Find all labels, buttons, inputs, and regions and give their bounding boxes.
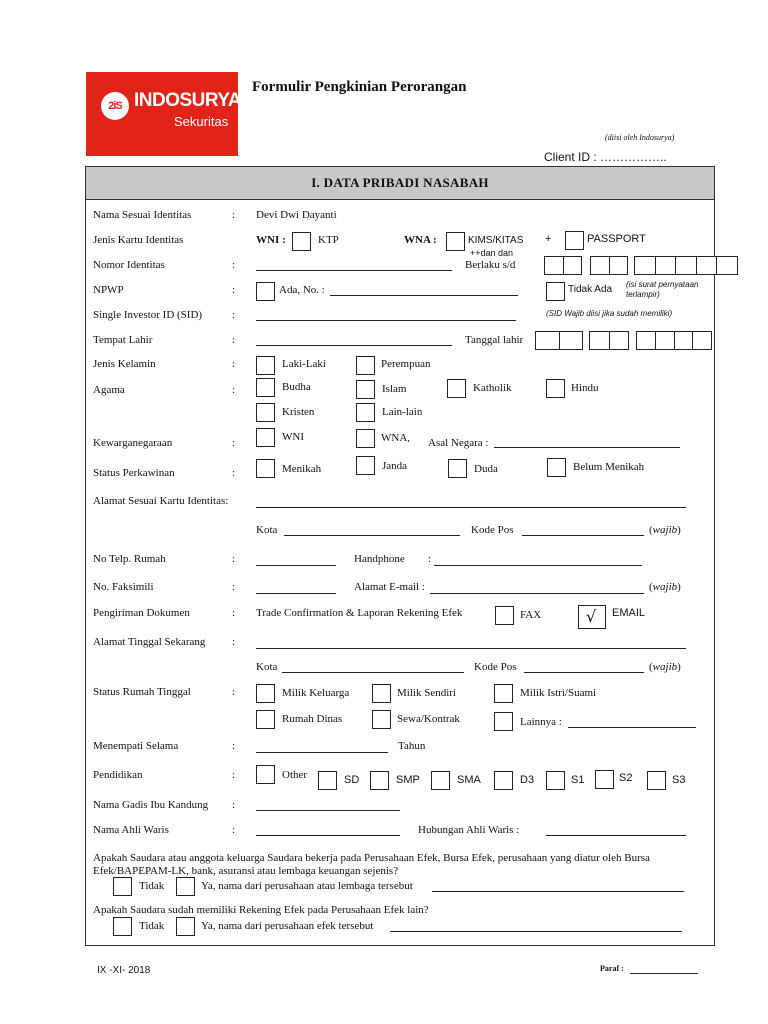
s3-label: S3 [672, 774, 686, 786]
alamat-tinggal-input[interactable] [256, 648, 686, 649]
company-logo [86, 72, 242, 156]
fax-label: FAX [520, 609, 542, 621]
agama-label: Agama [93, 384, 125, 396]
other-checkbox[interactable] [256, 765, 275, 784]
plus-sign: + [545, 233, 552, 245]
colon: : [428, 553, 432, 565]
alamat-identitas-input[interactable] [256, 507, 686, 508]
colon: : [232, 284, 236, 296]
lainnya-label: Lainnya : [520, 716, 562, 728]
wni-checkbox[interactable] [256, 428, 275, 447]
lahir-day-cells[interactable] [535, 331, 583, 350]
colon: : [232, 467, 236, 479]
kota-input[interactable] [284, 535, 460, 536]
paraf-label: Paraf : [600, 964, 624, 973]
npwp-number-input[interactable] [330, 295, 518, 296]
lain-lain-label: Lain-lain [382, 406, 423, 418]
nomor-identitas-input[interactable] [256, 270, 452, 271]
logo-name: INDOSURYA [134, 90, 242, 111]
telp-rumah-input[interactable] [256, 565, 336, 566]
tahun-label: Tahun [398, 740, 426, 752]
kode-pos-label: Kode Pos [474, 661, 517, 673]
telp-rumah-label: No Telp. Rumah [93, 553, 166, 565]
wajib-text: wajib [652, 581, 678, 593]
passport-checkbox[interactable] [565, 231, 584, 250]
budha-checkbox[interactable] [256, 378, 275, 397]
npwp-tidak-ada-checkbox[interactable] [546, 282, 565, 301]
perempuan-checkbox[interactable] [356, 356, 375, 375]
kims-checkbox[interactable] [446, 232, 465, 251]
katholik-label: Katholik [473, 382, 512, 394]
kims-label: KIMS/KITAS [468, 235, 524, 246]
wna-checkbox[interactable] [356, 429, 375, 448]
wajib-note: (wajib) [649, 581, 681, 593]
nomor-identitas-label: Nomor Identitas [93, 259, 165, 271]
kristen-label: Kristen [282, 406, 315, 418]
wajib-text: wajib [652, 524, 678, 536]
colon: : [232, 581, 236, 593]
tempat-lahir-input[interactable] [256, 345, 452, 346]
colon: : [232, 824, 236, 836]
kristen-checkbox[interactable] [256, 403, 275, 422]
checkmark-icon: √ [586, 607, 597, 626]
colon: : [232, 384, 236, 396]
email-option-label: EMAIL [612, 607, 646, 619]
menempati-input[interactable] [256, 752, 388, 753]
logo-subtitle: Sekuritas [174, 114, 229, 129]
section-title: I. DATA PRIBADI NASABAH [311, 175, 489, 190]
milik-istri-checkbox[interactable] [494, 684, 513, 703]
q1-ya-checkbox[interactable] [176, 877, 195, 896]
ktp-label: KTP [318, 234, 339, 246]
wajib-note: (wajib) [649, 661, 681, 673]
milik-istri-label: Milik Istri/Suami [520, 687, 597, 699]
fax-checkbox[interactable] [495, 606, 514, 625]
tanggal-lahir-label: Tanggal lahir [465, 334, 524, 346]
dan-dan-note: ++dan dan [470, 248, 514, 258]
s1-checkbox[interactable] [546, 771, 565, 790]
nama-value[interactable]: Devi Dwi Dayanti [256, 209, 337, 221]
client-id: Client ID : …………….. [544, 150, 667, 164]
berlaku-year-cells[interactable] [634, 256, 738, 275]
sewa-checkbox[interactable] [372, 710, 391, 729]
rumah-dinas-label: Rumah Dinas [282, 713, 343, 725]
s3-checkbox[interactable] [647, 771, 666, 790]
status-perkawinan-label: Status Perkawinan [93, 467, 175, 479]
berlaku-day-cells[interactable] [544, 256, 582, 275]
pendidikan-label: Pendidikan [93, 769, 143, 781]
sma-checkbox[interactable] [431, 771, 450, 790]
d3-label: D3 [520, 774, 535, 786]
faksimili-label: No. Faksimili [93, 581, 154, 593]
email-checkbox[interactable] [578, 605, 606, 629]
wna-option-label: WNA, [381, 432, 411, 444]
budha-label: Budha [282, 381, 311, 393]
laki-checkbox[interactable] [256, 356, 275, 375]
milik-sendiri-checkbox[interactable] [372, 684, 391, 703]
colon: : [232, 636, 236, 648]
question-1-line-2: Efek/BAPEPAM-LK, bank, asuransi atau lembaga keuangan sejenis? [93, 865, 399, 877]
colon: : [232, 553, 236, 565]
kode-pos-input[interactable] [522, 535, 644, 536]
hindu-label: Hindu [571, 382, 599, 394]
wni-option-label: WNI [282, 431, 304, 443]
colon: : [232, 686, 236, 698]
islam-checkbox[interactable] [356, 380, 375, 399]
hindu-checkbox[interactable] [546, 379, 565, 398]
sma-label: SMA [457, 774, 481, 786]
s2-checkbox[interactable] [595, 770, 614, 789]
kode-pos-label: Kode Pos [471, 524, 514, 536]
colon: : [232, 740, 236, 752]
question-2: Apakah Saudara sudah memiliki Rekening Efek pada Perusahaan Efek lain? [93, 904, 429, 916]
hubungan-waris-input[interactable] [546, 835, 686, 836]
smp-checkbox[interactable] [370, 771, 389, 790]
colon: : [232, 607, 236, 619]
colon: : [232, 358, 236, 370]
npwp-ada-checkbox[interactable] [256, 282, 275, 301]
wni-label: WNI : [256, 234, 286, 246]
milik-keluarga-checkbox[interactable] [256, 684, 275, 703]
menempati-label: Menempati Selama [93, 740, 179, 752]
wajib-note: (wajib) [649, 524, 681, 536]
jenis-kartu-label: Jenis Kartu Identitas [93, 234, 184, 246]
sid-label: Single Investor ID (SID) [93, 309, 203, 321]
ahli-waris-input[interactable] [256, 835, 400, 836]
ahli-waris-label: Nama Ahli Waris [93, 824, 169, 836]
trade-confirmation-label: Trade Confirmation & Laporan Rekening Efek [256, 607, 463, 619]
email-input[interactable] [430, 593, 644, 594]
sid-input[interactable] [256, 320, 516, 321]
kota-label: Kota [256, 661, 278, 673]
npwp-note: (isi surat pernyataan terlampir) [626, 280, 699, 299]
colon: : [232, 309, 236, 321]
colon: : [232, 209, 236, 221]
katholik-checkbox[interactable] [447, 379, 466, 398]
npwp-label: NPWP [93, 284, 124, 296]
lainnya-input[interactable] [568, 727, 696, 728]
menikah-checkbox[interactable] [256, 459, 275, 478]
tempat-lahir-label: Tempat Lahir [93, 334, 153, 346]
q1-ya-label: Ya, nama dari perusahaan atau lembaga tersebut [201, 880, 413, 892]
alamat-identitas-label: Alamat Sesuai Kartu Identitas: [93, 495, 229, 507]
asal-negara-label: Asal Negara : [428, 437, 489, 449]
d3-checkbox[interactable] [494, 771, 513, 790]
colon: : [232, 437, 236, 449]
q2-tidak-checkbox[interactable] [113, 917, 132, 936]
status-rumah-label: Status Rumah Tinggal [93, 686, 191, 698]
jenis-kelamin-label: Jenis Kelamin [93, 358, 156, 370]
kewarganegaraan-label: Kewarganegaraan [93, 437, 173, 449]
paraf-input[interactable] [630, 973, 698, 974]
asal-negara-input[interactable] [494, 447, 680, 448]
ibu-kandung-label: Nama Gadis Ibu Kandung [93, 799, 209, 811]
logo-mark: 2iS [101, 92, 129, 120]
ktp-checkbox[interactable] [292, 232, 311, 251]
q2-ya-label: Ya, nama dari perusahaan efek tersebut [201, 920, 374, 932]
kota-input[interactable] [282, 672, 464, 673]
lainnya-checkbox[interactable] [494, 712, 513, 731]
sd-label: SD [344, 774, 360, 786]
wna-label: WNA : [404, 234, 437, 246]
laki-label: Laki-Laki [282, 358, 326, 370]
lahir-month-cells[interactable] [589, 331, 629, 350]
janda-checkbox[interactable] [356, 456, 375, 475]
colon: : [232, 799, 236, 811]
islam-label: Islam [382, 383, 407, 395]
email-label: Alamat E-mail : [354, 581, 425, 593]
janda-label: Janda [382, 460, 408, 472]
perempuan-label: Perempuan [381, 358, 431, 370]
other-label: Other [282, 769, 308, 781]
q1-lembaga-input[interactable] [432, 891, 684, 892]
belum-menikah-label: Belum Menikah [573, 461, 645, 473]
section-header [85, 166, 715, 200]
form-title: Formulir Pengkinian Perorangan [252, 79, 467, 95]
berlaku-label: Berlaku s/d [465, 259, 516, 271]
office-note: (diisi oleh Indosurya) [605, 133, 675, 142]
q2-tidak-label: Tidak [139, 920, 165, 932]
pengiriman-label: Pengiriman Dokumen [93, 607, 190, 619]
lain-lain-checkbox[interactable] [356, 403, 375, 422]
q2-ya-checkbox[interactable] [176, 917, 195, 936]
q2-perusahaan-input[interactable] [390, 931, 682, 932]
berlaku-month-cells[interactable] [590, 256, 628, 275]
ibu-kandung-input[interactable] [256, 810, 400, 811]
sewa-label: Sewa/Kontrak [397, 713, 460, 725]
faksimili-input[interactable] [256, 593, 336, 594]
colon: : [232, 769, 236, 781]
kode-pos-input[interactable] [524, 672, 644, 673]
belum-menikah-checkbox[interactable] [547, 458, 566, 477]
question-1-line-1: Apakah Saudara atau anggota keluarga Saudara bekerja pada Perusahaan Efek, Bursa Efek, perusahaan yang diatur oleh Bursa [93, 852, 650, 864]
q1-tidak-label: Tidak [139, 880, 165, 892]
smp-label: SMP [396, 774, 420, 786]
hubungan-waris-label: Hubungan Ahli Waris : [418, 824, 520, 836]
milik-sendiri-label: Milik Sendiri [397, 687, 456, 699]
kota-label: Kota [256, 524, 278, 536]
sid-note: (SID Wajib diisi jika sudah memiliki) [546, 309, 673, 318]
tidak-ada-label: Tidak Ada [568, 284, 613, 295]
duda-checkbox[interactable] [448, 459, 467, 478]
duda-label: Duda [474, 463, 498, 475]
colon: : [232, 334, 236, 346]
wajib-text: wajib [652, 661, 678, 673]
rumah-dinas-checkbox[interactable] [256, 710, 275, 729]
form-date: IX -XI- 2018 [97, 965, 151, 976]
handphone-label: Handphone [354, 553, 405, 565]
lahir-year-cells[interactable] [636, 331, 712, 350]
passport-label: PASSPORT [587, 233, 646, 245]
handphone-input[interactable] [434, 565, 642, 566]
sd-checkbox[interactable] [318, 771, 337, 790]
q1-tidak-checkbox[interactable] [113, 877, 132, 896]
s1-label: S1 [571, 774, 585, 786]
menikah-label: Menikah [282, 463, 322, 475]
colon: : [232, 259, 236, 271]
alamat-tinggal-label: Alamat Tinggal Sekarang [93, 636, 206, 648]
ada-no-label: Ada, No. : [279, 284, 325, 296]
milik-keluarga-label: Milik Keluarga [282, 687, 350, 699]
s2-label: S2 [619, 772, 633, 784]
nama-label: Nama Sesuai Identitas [93, 209, 192, 221]
